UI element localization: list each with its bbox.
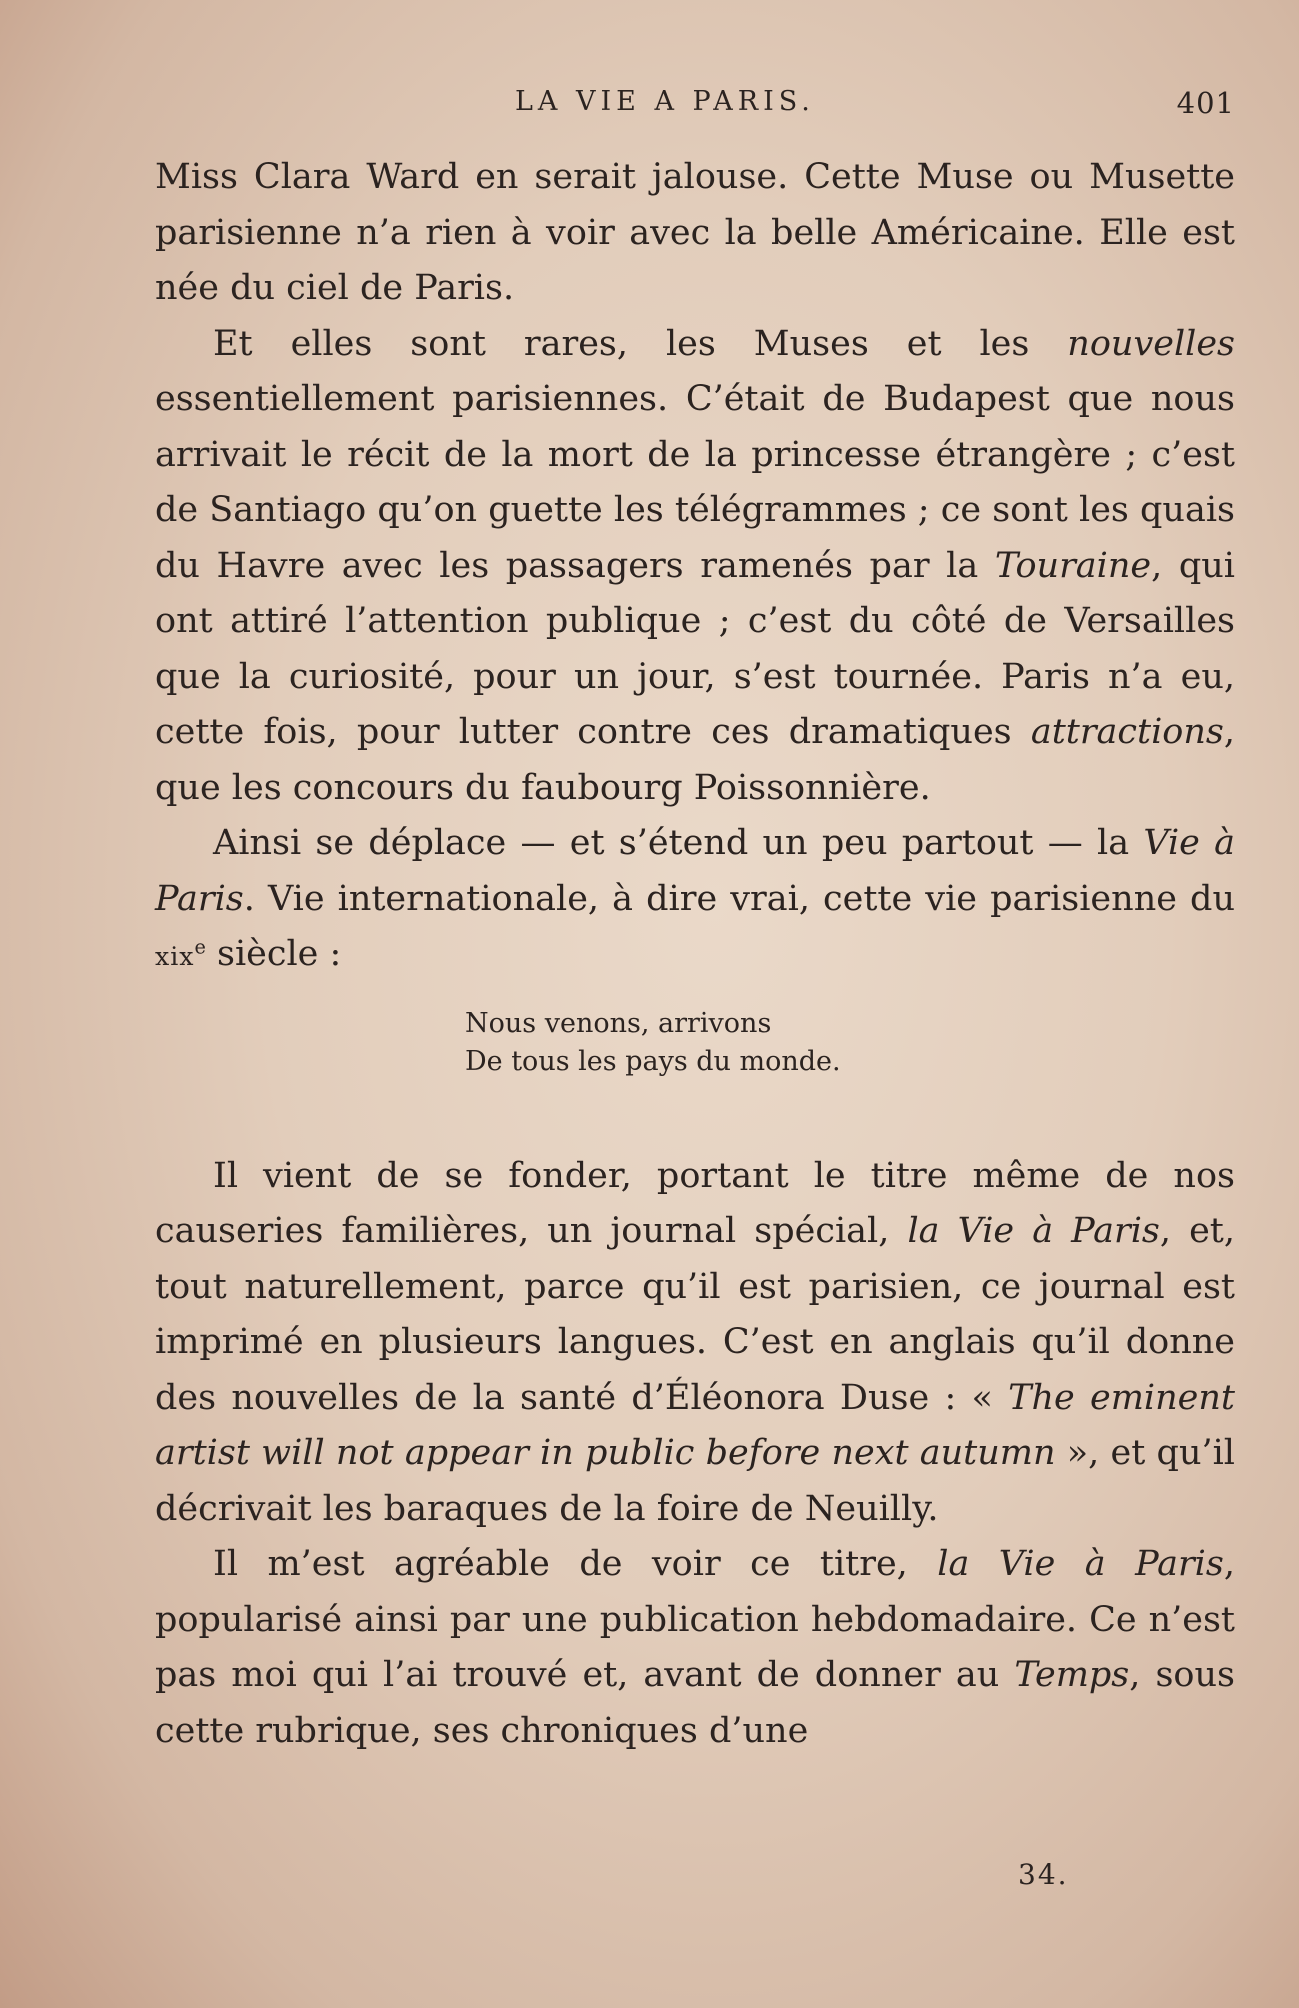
italic-la-vie-a-paris: la Vie à Paris <box>907 1211 1160 1251</box>
paragraph-2-text-4: , que les concours du faubourg Poissonnière. <box>155 712 1235 808</box>
paragraph-4-text-1: Il vient de se fonder, portant le titre même de nos causeries familières, un journal spécial, <box>155 1155 1235 1251</box>
verse-line-2: De tous les pays du monde. <box>465 1045 841 1077</box>
running-title: LA VIE A PARIS. <box>515 86 815 117</box>
italic-temps: Temps <box>1014 1655 1130 1695</box>
paragraph-1 <box>155 150 1235 317</box>
italic-attractions: attractions <box>1030 712 1224 752</box>
paragraph-1-text: Miss Clara Ward en serait jalouse. Cette Muse ou Musette parisienne n’a rien à voir avec la belle Américaine. Elle est née du ciel de Paris. <box>155 157 1235 308</box>
verse-quote <box>155 1005 1235 1081</box>
italic-english-quote: The eminent artist will not appear in public before next autumn <box>155 1377 1235 1473</box>
paragraph-4-text-2: , et, tout naturellement, parce qu’il est parisien, ce journal est imprimé en plusieurs langues. C’est en anglais qu’il donne des nouvelles de la santé d’Éléonora Duse : « <box>155 1211 1235 1418</box>
paragraph-3 <box>155 816 1235 985</box>
paragraph-3-text-2: . Vie internationale, à dire vrai, cette vie parisienne du <box>243 878 1235 919</box>
italic-la-vie-a-paris-2: la Vie à Paris <box>937 1544 1224 1584</box>
paragraph-4-text-3: », et qu’il décrivait les baraques de la foire de Neuilly. <box>155 1433 1236 1529</box>
paragraph-5-text-2: , popularisé ainsi par une publication hebdomadaire. Ce n’est pas moi qui l’ai trouvé et, avant de donner au <box>155 1544 1235 1695</box>
century-numeral: xix <box>155 942 195 971</box>
paragraph-3-text-1: Ainsi se déplace — et s’étend un peu partout — la <box>213 823 1144 863</box>
signature-mark: 34. <box>1018 1858 1069 1891</box>
paragraph-5-text-3: , sous cette rubrique, ses chroniques d’une <box>155 1655 1235 1751</box>
paragraph-5-text-1: Il m’est agréable de voir ce titre, <box>213 1544 938 1584</box>
paragraph-2-text-3: , qui ont attiré l’attention publique ; c’est du côté de Versailles que la curiosité, pour un jour, s’est tournée. Paris n’a eu, cette fois, pour lutter contre ces dramatiques <box>155 545 1235 752</box>
page-number: 401 <box>1176 86 1235 120</box>
paragraph-5 <box>155 1537 1235 1759</box>
italic-nouvelles: nouvelles <box>1067 323 1235 364</box>
paragraph-2-text-2: essentiellement parisiennes. C’était de Budapest que nous arrivait le récit de la mort de la princesse étrangère ; c’est de Santiago qu’on guette les télégrammes ; ce sont les quais du Havre avec les passagers ramenés par la <box>155 379 1235 586</box>
paragraph-3-text-3: siècle : <box>205 934 342 974</box>
paragraph-2 <box>155 317 1235 817</box>
century-superscript: e <box>194 935 206 959</box>
italic-vie-a-paris: Vie à Paris <box>155 823 1235 919</box>
paragraph-4 <box>155 1149 1235 1538</box>
paragraph-2-text-1: Et elles sont rares, les Muses et les <box>213 323 1068 364</box>
italic-touraine: Touraine <box>994 545 1152 586</box>
body-text <box>155 150 1235 1759</box>
running-head <box>515 86 1235 126</box>
verse-line-1: Nous venons, arrivons <box>465 1007 772 1039</box>
